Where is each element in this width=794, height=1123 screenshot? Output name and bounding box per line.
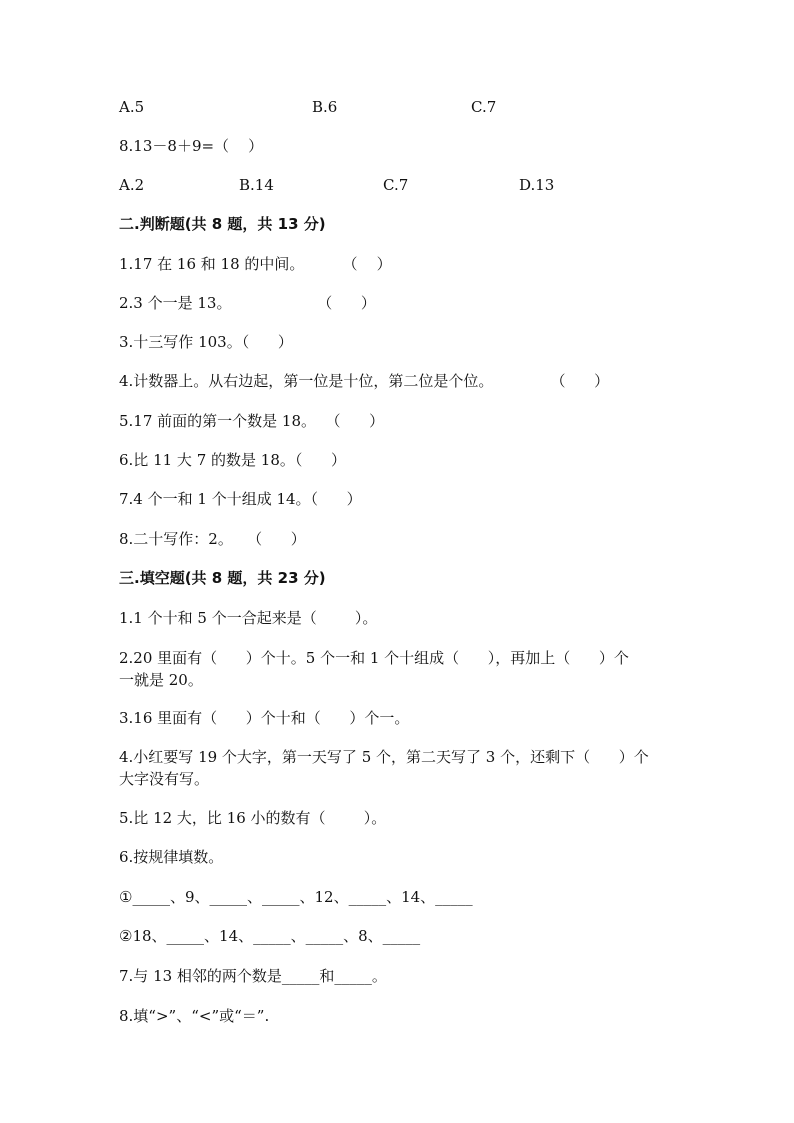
tf-item-2: 2.3 个一是 13。 （ ）: [119, 294, 376, 312]
section3-heading: 三.填空题(共 8 题，共 23 分): [119, 569, 326, 587]
section2-heading: 二.判断题(共 8 题，共 13 分): [119, 215, 326, 233]
tf-item-5: 5.17 前面的第一个数是 18。 （ ）: [119, 412, 385, 430]
q7-option-c: C.7: [471, 98, 497, 116]
tf-item-3: 3.十三写作 103。（ ）: [119, 333, 293, 351]
q7-option-a: A.5: [119, 98, 145, 116]
q7-option-b: B.6: [312, 98, 338, 116]
tf-item-6: 6.比 11 大 7 的数是 18。（ ）: [119, 451, 346, 469]
tf-item-7: 7.4 个一和 1 个十组成 14。（ ）: [119, 490, 362, 508]
fill-item-1: 1.1 个十和 5 个一合起来是（ ）。: [119, 609, 378, 627]
fill-item-2: 2.20 里面有（ ）个十。5 个一和 1 个十组成（ ），再加上（ ）个: [119, 649, 629, 667]
q8-option-c: C.7: [383, 176, 409, 194]
fill-item-5: 5.比 12 大，比 16 小的数有（ ）。: [119, 809, 387, 827]
tf-item-1: 1.17 在 16 和 18 的中间。 （ ）: [119, 255, 392, 273]
tf-item-8: 8.二十写作：2。 （ ）: [119, 530, 306, 548]
q8-option-a: A.2: [119, 176, 145, 194]
fill-item-4-cont: 大字没有写。: [119, 770, 210, 788]
fill-item-8: 8.填“>”、“<”或“＝”.: [119, 1007, 270, 1025]
fill-item-3: 3.16 里面有（ ）个十和（ ）个一。: [119, 709, 410, 727]
fill-item-7: 7.与 13 相邻的两个数是_____和_____。: [119, 967, 387, 985]
q8-option-b: B.14: [239, 176, 274, 194]
fill-item-2-cont: 一就是 20。: [119, 671, 203, 689]
tf-item-4: 4.计数器上。从右边起，第一位是十位，第二位是个位。 （ ）: [119, 372, 610, 390]
q8-option-d: D.13: [519, 176, 555, 194]
fill-item-6: 6.按规律填数。: [119, 848, 224, 866]
q8-stem: 8.13－8＋9=（ ）: [119, 137, 264, 155]
fill-item-6-row2: ②18、_____、14、_____、_____、8、_____: [119, 927, 421, 945]
fill-item-4: 4.小红要写 19 个大字，第一天写了 5 个，第二天写了 3 个，还剩下（ ）个: [119, 748, 649, 766]
fill-item-6-row1: ①_____、9、_____、_____、12、_____、14、_____: [119, 888, 473, 906]
